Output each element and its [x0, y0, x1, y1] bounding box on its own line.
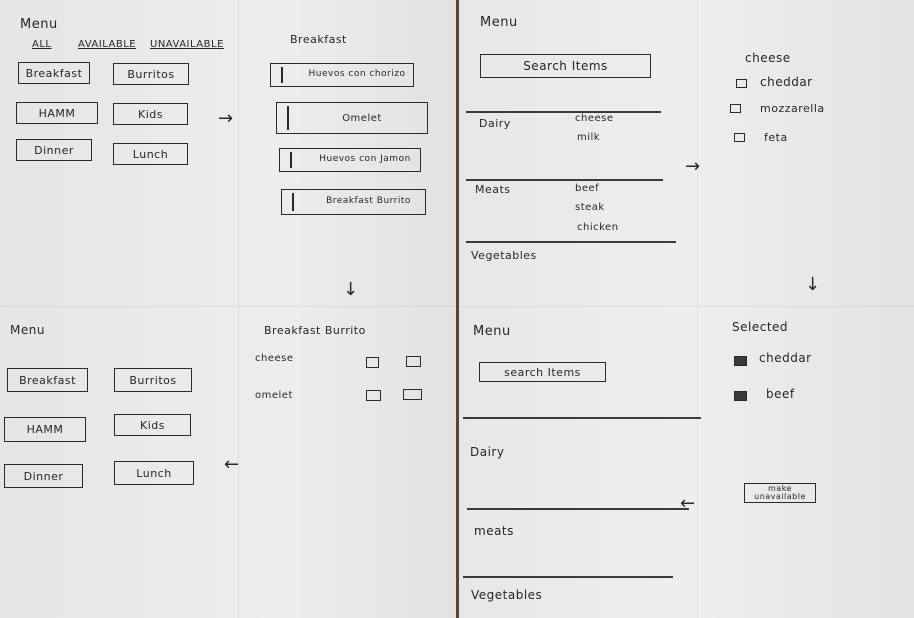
item-huevos-jamon[interactable]	[279, 148, 421, 172]
category-dinner[interactable]	[16, 139, 92, 161]
category-lunch[interactable]	[113, 143, 188, 165]
section-vegetables[interactable]: Vegetables	[471, 588, 543, 602]
item-beef[interactable]: beef	[575, 183, 600, 194]
category-kids[interactable]	[114, 414, 191, 436]
section-divider	[466, 179, 663, 181]
button-label: make unavailable	[754, 484, 806, 501]
category-lunch[interactable]	[114, 461, 194, 485]
arrow-right-icon: →	[685, 156, 701, 177]
section-divider	[463, 417, 701, 419]
option-checkbox[interactable]	[730, 104, 741, 113]
item-label: Breakfast Burrito	[326, 196, 411, 207]
category-label: Burritos	[127, 67, 175, 81]
section-dairy[interactable]: Dairy	[479, 117, 511, 130]
arrow-right-icon: →	[218, 108, 234, 129]
fold-line	[459, 306, 914, 307]
selected-beef: beef	[766, 387, 795, 401]
item-huevos-chorizo[interactable]	[270, 63, 414, 87]
category-label: Burritos	[129, 373, 177, 387]
category-burritos[interactable]	[113, 63, 189, 85]
option-cheddar: cheddar	[760, 75, 813, 89]
option-feta: feta	[764, 131, 788, 144]
section-meats[interactable]: Meats	[475, 183, 511, 196]
section-divider	[466, 241, 676, 243]
item-steak[interactable]: steak	[575, 202, 605, 213]
category-breakfast[interactable]	[18, 62, 90, 84]
section-divider	[466, 111, 661, 113]
make-unavailable-button[interactable]	[744, 483, 816, 503]
q4-menu-title: Menu	[473, 324, 511, 339]
ingredient-cheese: cheese	[255, 353, 294, 364]
unavailable-checkbox[interactable]	[406, 356, 421, 367]
left-sheet	[0, 0, 456, 618]
category-label: HAMM	[26, 423, 64, 436]
category-label: HAMM	[38, 106, 76, 120]
category-label: Lunch	[136, 466, 172, 480]
fold-line	[0, 306, 456, 307]
q2-panel-title: cheese	[745, 51, 791, 65]
q2-menu-title: Menu	[480, 15, 518, 30]
q3-menu-title: Menu	[10, 323, 45, 337]
item-chicken[interactable]: chicken	[577, 222, 619, 233]
fold-line	[697, 0, 698, 618]
item-label: Omelet	[342, 112, 382, 124]
q4-panel-title: Selected	[732, 320, 789, 334]
search-label: search Items	[504, 365, 581, 379]
category-dinner[interactable]	[4, 464, 83, 488]
option-checkbox[interactable]	[734, 133, 745, 142]
selected-checkbox[interactable]	[734, 356, 747, 366]
available-checkbox[interactable]	[366, 357, 379, 368]
option-checkbox[interactable]	[736, 79, 747, 88]
search-label: Search Items	[523, 59, 608, 73]
arrow-down-icon: ↓	[343, 279, 359, 300]
item-label: Huevos con Jamon	[319, 154, 411, 165]
q1-menu-title: Menu	[20, 17, 58, 32]
category-burritos[interactable]	[114, 368, 192, 392]
section-vegetables[interactable]: Vegetables	[471, 249, 537, 262]
section-divider	[463, 576, 673, 578]
section-dairy[interactable]: Dairy	[470, 445, 505, 459]
fold-line	[238, 0, 239, 618]
category-hamm[interactable]	[4, 417, 86, 442]
item-label: Huevos con chorizo	[308, 69, 406, 80]
section-meats[interactable]: meats	[474, 524, 514, 538]
category-label: Kids	[138, 107, 163, 121]
category-label: Lunch	[132, 147, 169, 161]
category-label: Dinner	[34, 143, 74, 157]
category-label: Kids	[140, 418, 165, 432]
unavailable-checkbox[interactable]	[403, 389, 422, 400]
item-omelet[interactable]	[276, 102, 428, 134]
category-label: Breakfast	[19, 373, 76, 387]
search-input[interactable]	[479, 362, 606, 382]
right-sheet	[459, 0, 914, 618]
item-breakfast-burrito[interactable]	[281, 189, 426, 215]
arrow-left-icon: ←	[224, 454, 240, 475]
ingredient-omelet: omelet	[255, 390, 293, 401]
search-input[interactable]	[480, 54, 651, 78]
selected-checkbox[interactable]	[734, 391, 747, 401]
selected-cheddar: cheddar	[759, 351, 812, 365]
item-cheese[interactable]: cheese	[575, 113, 614, 124]
section-divider	[467, 508, 689, 510]
arrow-left-icon: ←	[680, 493, 696, 514]
available-checkbox[interactable]	[366, 390, 381, 401]
category-kids[interactable]	[113, 103, 188, 125]
q1-panel-title: Breakfast	[290, 33, 347, 46]
arrow-down-icon: ↓	[805, 274, 821, 295]
item-milk[interactable]: milk	[577, 132, 601, 143]
option-mozzarella: mozzarella	[760, 102, 825, 115]
category-hamm[interactable]	[16, 102, 98, 124]
category-label: Dinner	[23, 469, 64, 483]
category-label: Breakfast	[25, 66, 83, 80]
tab-unavailable[interactable]: UNAVAILABLE	[150, 39, 224, 50]
q3-panel-title: Breakfast Burrito	[264, 324, 366, 337]
tab-all[interactable]: ALL	[32, 39, 52, 50]
category-breakfast[interactable]	[7, 368, 88, 392]
tab-available[interactable]: AVAILABLE	[78, 39, 137, 50]
